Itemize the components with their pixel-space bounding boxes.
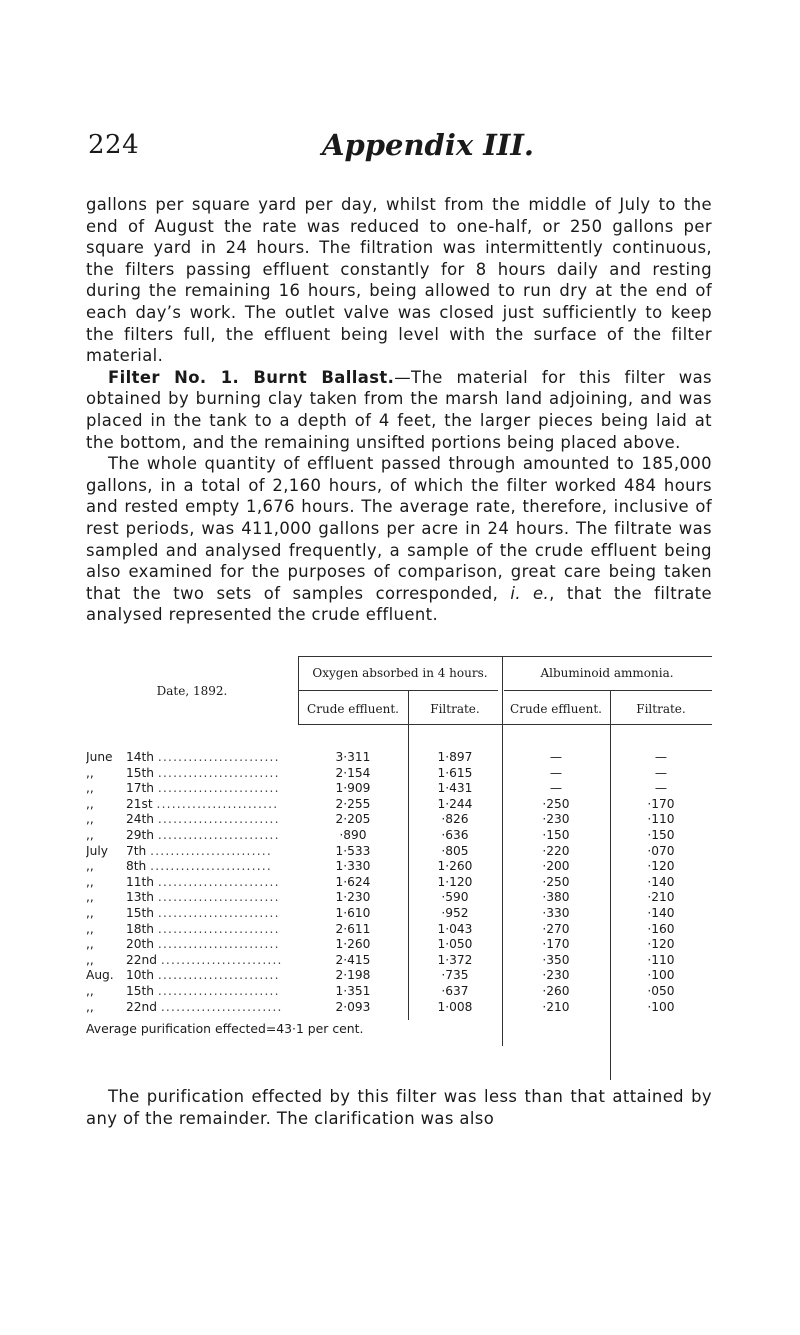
table-row (86, 983, 712, 999)
row-date (86, 843, 291, 859)
page-header (88, 130, 708, 170)
oxygen-filtrate-cell: 1·372 (437, 952, 473, 967)
albuminoid-filtrate-cell: ·210 (647, 890, 675, 905)
table-top-rule (298, 656, 712, 657)
albuminoid-crude-cell: — (549, 765, 563, 780)
row-day: 29th (126, 828, 155, 842)
oxygen-filtrate-cell: 1·120 (437, 874, 473, 889)
albuminoid-crude-cell: ·380 (542, 890, 570, 905)
albuminoid-crude-cell: ·260 (542, 984, 570, 998)
oxygen-crude-cell: 1·351 (335, 984, 371, 998)
leader-dots: ........................ (157, 937, 280, 952)
filter-heading: Filter No. 1. Burnt Ballast. (108, 367, 395, 387)
albuminoid-filtrate-cell: — (654, 781, 668, 796)
oxygen-crude-cell: 2·205 (335, 812, 371, 827)
oxygen-crude-cell: 2·255 (335, 796, 371, 811)
leader-dots: ........................ (157, 765, 280, 780)
row-month: ,, (86, 890, 94, 905)
row-month: ,, (86, 999, 94, 1014)
header-bottom-rule (298, 724, 712, 725)
row-month: ,, (86, 937, 94, 952)
row-month: ,, (86, 765, 94, 780)
albuminoid-crude-cell: ·250 (542, 874, 570, 889)
albuminoid-filtrate-cell: ·050 (647, 984, 675, 998)
table-row (86, 889, 712, 905)
table-row (86, 936, 712, 952)
oxygen-subhead-rule (298, 690, 498, 691)
row-month: June (86, 750, 113, 764)
page-number: 224 (88, 130, 140, 160)
table-row (86, 811, 712, 827)
albuminoid-filtrate-cell: ·140 (647, 906, 675, 920)
table-row (86, 749, 712, 765)
leader-dots: ........................ (157, 750, 280, 764)
row-date (86, 983, 291, 999)
oxygen-crude-cell: 1·610 (335, 906, 371, 920)
albuminoid-filtrate-cell: ·120 (647, 859, 675, 874)
row-month: ,, (86, 906, 94, 920)
row-month: ,, (86, 921, 94, 936)
oxygen-crude-cell: 1·260 (335, 937, 371, 952)
albuminoid-crude-cell: ·220 (542, 843, 570, 858)
row-date (86, 874, 291, 890)
row-month: July (86, 843, 108, 858)
albuminoid-filtrate-cell: ·100 (647, 968, 675, 983)
oxygen-crude-cell: 2·611 (335, 921, 371, 936)
oxygen-filtrate-cell: 1·260 (437, 859, 473, 874)
oxygen-crude-cell: 2·154 (335, 765, 371, 780)
paragraph-2-body: —The material for this filter was obtained by burning clay taken from the marsh land adjoining, and was placed in the tank to a depth of 4 feet, the larger pieces being laid at the bottom, and the remaining unsifted portions being placed above. (86, 367, 712, 452)
table-row (86, 858, 712, 874)
row-day: 10th (126, 968, 155, 983)
row-day: 21st (126, 796, 153, 811)
oxygen-crude-cell: 3·311 (335, 750, 371, 764)
oxygen-crude-cell: 1·624 (335, 874, 371, 889)
table-row (86, 921, 712, 937)
albuminoid-filtrate-cell: ·150 (647, 828, 675, 842)
albuminoid-header: Albuminoid ammonia. (540, 666, 674, 680)
row-day: 15th (126, 984, 155, 998)
table-row (86, 874, 712, 890)
albuminoid-subhead-rule (504, 690, 712, 691)
closing-text (86, 1086, 712, 1129)
albuminoid-crude-cell: ·210 (542, 999, 570, 1014)
row-date (86, 889, 291, 905)
table-row (86, 967, 712, 983)
oxygen-filtrate-cell: 1·050 (437, 937, 473, 952)
oxygen-filtrate-cell: ·636 (441, 828, 469, 842)
albuminoid-filtrate-cell: ·110 (647, 812, 675, 827)
row-date (86, 749, 291, 765)
row-date (86, 999, 291, 1015)
leader-dots: ........................ (157, 984, 280, 998)
oxygen-filtrate-cell: ·805 (441, 843, 469, 858)
row-month: ,, (86, 874, 94, 889)
albuminoid-filtrate-cell: ·160 (647, 921, 675, 936)
albuminoid-filtrate-cell: ·120 (647, 937, 675, 952)
albuminoid-crude-cell: ·170 (542, 937, 570, 952)
row-day: 15th (126, 906, 155, 920)
row-day: 8th (126, 859, 147, 874)
date-header: Date, 1892. (156, 684, 228, 698)
table-row (86, 765, 712, 781)
row-date (86, 796, 291, 812)
albuminoid-crude-cell: — (549, 781, 563, 796)
leader-dots: ........................ (157, 890, 280, 905)
paragraph-3-text: The whole quantity of effluent passed through amounted to 185,000 gallons, in a total of 2,160 hours, of which the filter worked 484 hours and rested empty 1,676 hours. The average rate, therefore, inclusive of rest periods, was 411,000 gallons per acre in 24 hours. The filtrate was sampled and analysed frequently, a sample of the crude effluent being also examined for the purposes of comparison, great care being taken that the two sets of samples corresponded, (86, 454, 712, 603)
albuminoid-filtrate-header: Filtrate. (636, 702, 686, 716)
albuminoid-filtrate-cell: ·140 (647, 874, 675, 889)
leader-dots: ........................ (150, 843, 272, 858)
albuminoid-crude-cell: ·230 (542, 812, 570, 827)
oxygen-crude-cell: 1·230 (335, 890, 371, 905)
oxygen-crude-cell: 2·198 (335, 968, 371, 983)
albuminoid-crude-cell: ·150 (542, 828, 570, 842)
row-date (86, 952, 291, 968)
row-month: ,, (86, 796, 94, 811)
oxygen-filtrate-cell: 1·244 (437, 796, 473, 811)
leader-dots: ........................ (157, 874, 280, 889)
row-day: 11th (126, 874, 155, 889)
row-date (86, 780, 291, 796)
albuminoid-filtrate-cell: — (654, 765, 668, 780)
albuminoid-crude-cell: ·250 (542, 796, 570, 811)
leader-dots: ........................ (160, 999, 283, 1014)
body-text (86, 194, 712, 626)
row-date (86, 827, 291, 843)
albuminoid-filtrate-cell: ·170 (647, 796, 675, 811)
row-day: 14th (126, 750, 155, 764)
leader-dots: ........................ (157, 906, 280, 920)
leader-dots: ........................ (157, 828, 280, 842)
leader-dots: ........................ (150, 859, 272, 874)
table-row (86, 905, 712, 921)
ie-abbrev: i. e. (510, 583, 550, 603)
row-day: 7th (126, 843, 147, 858)
oxygen-filtrate-header: Filtrate. (430, 702, 480, 716)
row-month: ,, (86, 984, 94, 998)
row-month: ,, (86, 781, 94, 796)
oxygen-filtrate-cell: ·826 (441, 812, 469, 827)
row-date (86, 936, 291, 952)
row-day: 13th (126, 890, 155, 905)
oxygen-filtrate-cell: 1·008 (437, 999, 473, 1014)
row-day: 22nd (126, 952, 157, 967)
oxygen-crude-cell: 2·093 (335, 999, 371, 1014)
oxygen-filtrate-cell: ·735 (441, 968, 469, 983)
leader-dots: ........................ (157, 921, 280, 936)
leader-dots: ........................ (157, 812, 280, 827)
row-date (86, 811, 291, 827)
oxygen-filtrate-cell: 1·431 (437, 781, 473, 796)
albuminoid-filtrate-cell: ·100 (647, 999, 675, 1014)
oxygen-filtrate-cell: ·637 (441, 984, 469, 998)
oxygen-crude-cell: 2·415 (335, 952, 371, 967)
row-month: ,, (86, 812, 94, 827)
oxygen-header: Oxygen absorbed in 4 hours. (312, 666, 488, 680)
leader-dots: ........................ (156, 796, 279, 811)
row-date (86, 765, 291, 781)
oxygen-crude-cell: ·890 (339, 828, 367, 842)
row-day: 22nd (126, 999, 157, 1014)
oxygen-filtrate-cell: 1·897 (437, 750, 473, 764)
oxygen-filtrate-cell: 1·615 (437, 765, 473, 780)
paragraph-1: gallons per square yard per day, whilst from the middle of July to the end of August the rate was reduced to one-half, or 250 gallons per square yard in 24 hours. The filtration was intermittently continuous, the filters passing effluent constantly for 8 hours daily and resting during the remaining 16 hours, being allowed to run dry at the end of each day’s work. The outlet valve was closed just sufficiently to keep the filters full, the effluent being level with the surface of the filter material. (86, 195, 712, 366)
row-day: 15th (126, 765, 155, 780)
row-date (86, 967, 291, 983)
oxygen-filtrate-cell: 1·043 (437, 921, 473, 936)
average-note: Average purification effected=43·1 per cent. (86, 1021, 364, 1036)
oxygen-crude-cell: 1·909 (335, 781, 371, 796)
albuminoid-crude-cell: ·350 (542, 952, 570, 967)
oxygen-filtrate-cell: ·590 (441, 890, 469, 905)
albuminoid-crude-cell: ·200 (542, 859, 570, 874)
albuminoid-crude-cell: ·270 (542, 921, 570, 936)
row-date (86, 905, 291, 921)
row-day: 18th (126, 921, 155, 936)
albuminoid-filtrate-cell: ·070 (647, 843, 675, 858)
table-row (86, 843, 712, 859)
row-day: 17th (126, 781, 155, 796)
oxygen-crude-header: Crude effluent. (307, 702, 399, 716)
albuminoid-crude-cell: ·330 (542, 906, 570, 920)
albuminoid-crude-header: Crude effluent. (510, 702, 602, 716)
row-day: 20th (126, 937, 155, 952)
results-table (86, 656, 712, 1048)
row-month: Aug. (86, 968, 114, 983)
table-row (86, 999, 712, 1015)
row-month: ,, (86, 828, 94, 842)
paragraph-2 (86, 367, 712, 453)
closing-paragraph: The purification effected by this filter was less than that attained by any of the remainder. The clarification was also (86, 1087, 712, 1128)
row-month: ,, (86, 859, 94, 874)
row-month: ,, (86, 952, 94, 967)
table-row (86, 796, 712, 812)
oxygen-filtrate-cell: ·952 (441, 906, 469, 920)
albuminoid-filtrate-cell: — (654, 750, 668, 764)
table-row (86, 952, 712, 968)
row-date (86, 858, 291, 874)
row-date (86, 921, 291, 937)
oxygen-crude-cell: 1·533 (335, 843, 371, 858)
row-day: 24th (126, 812, 155, 827)
paragraph-3 (86, 453, 712, 626)
table-row (86, 780, 712, 796)
table-row (86, 827, 712, 843)
oxygen-crude-cell: 1·330 (335, 859, 371, 874)
albuminoid-crude-cell: ·230 (542, 968, 570, 983)
leader-dots: ........................ (157, 968, 280, 983)
paragraph-3-end: , that the filtrate analysed represented the crude effluent. (86, 583, 712, 625)
leader-dots: ........................ (157, 781, 280, 796)
albuminoid-crude-cell: — (549, 750, 563, 764)
albuminoid-filtrate-cell: ·110 (647, 952, 675, 967)
leader-dots: ........................ (160, 952, 283, 967)
running-title: Appendix III. (321, 128, 535, 162)
